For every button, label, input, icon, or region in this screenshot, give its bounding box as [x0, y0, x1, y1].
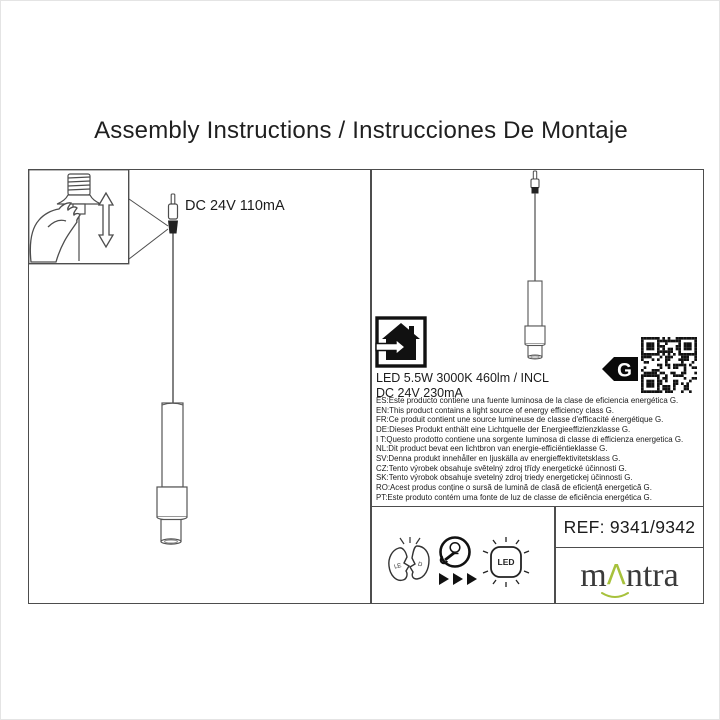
compliance-icons [385, 535, 530, 597]
callout-lines [129, 199, 168, 259]
statement-es: ES:Este producto contiene una fuente luminosa de la clase de eficiencia energética G. [376, 396, 679, 405]
energy-house-icon [375, 316, 427, 368]
voltage-label: DC 24V 110mA [185, 198, 285, 214]
statement-fr: FR:Ce produit contient une source lumineuse de classe d'efficacité énergétique G. [376, 415, 664, 425]
ref-cell [555, 507, 704, 547]
statement-en: EN:This product contains a light source of energy efficiency class G. [376, 405, 615, 415]
statement-sk: SK:Tento výrobok obsahuje svetelný zdroj triedy energetickej účinnosti G. [376, 473, 633, 483]
brand-logo [580, 556, 679, 594]
brand-caret: Λ [606, 557, 626, 591]
ref-number: REF: 9341/9342 [563, 516, 696, 537]
spec-power: DC 24V 230mA [376, 386, 463, 400]
page-title: Assembly Instructions / Instrucciones De Montaje [94, 117, 628, 144]
statement-it: I T:Questo prodotto contiene una sorgente luminosa di classe di efficienza energetica G. [376, 434, 684, 444]
led-module-text: LED [497, 557, 515, 567]
statement-pt: PT:Este produto contém uma fonte de luz de classe de eficiência energética G. [376, 492, 652, 502]
brand-arc-icon [600, 591, 630, 601]
statement-cz: CZ:Tento výrobek obsahuje světelný zdroj třídy energetické účinnosti G. [376, 463, 627, 473]
broken-led-text-left: LE [393, 563, 403, 571]
spec-light-source: LED 5.5W 3000K 460lm / INCL [376, 371, 549, 385]
statement-ro: RO:Acest produs conține o sursă de lumină de clasă de eficiență energetică G. [376, 482, 652, 492]
statement-nl: NL:Dit product bevat een lichtbron van energie-efficiëntieklasse G. [376, 444, 608, 454]
statement-de: DE:Dieses Produkt enthält eine Lichtquelle der Energieeffizienzklasse G. [376, 424, 631, 434]
service-replace-icon [439, 538, 477, 586]
broken-led-icon [389, 537, 429, 580]
brand-text-ntra: ntra [625, 556, 679, 594]
energy-statements [376, 396, 704, 502]
brand-cell [555, 548, 704, 604]
pendant-lamp-large [157, 194, 187, 544]
energy-class-letter: G [617, 360, 632, 382]
statement-sv: SV:Denna produkt innehåller en ljuskälla av energieffektivitetsklass G. [376, 453, 621, 463]
pendant-lamp-small [499, 167, 569, 367]
brand-text-m: m [580, 556, 607, 594]
broken-led-text-right: D [417, 561, 423, 569]
led-module-icon [483, 537, 529, 587]
assembly-diagram-left [28, 169, 371, 604]
